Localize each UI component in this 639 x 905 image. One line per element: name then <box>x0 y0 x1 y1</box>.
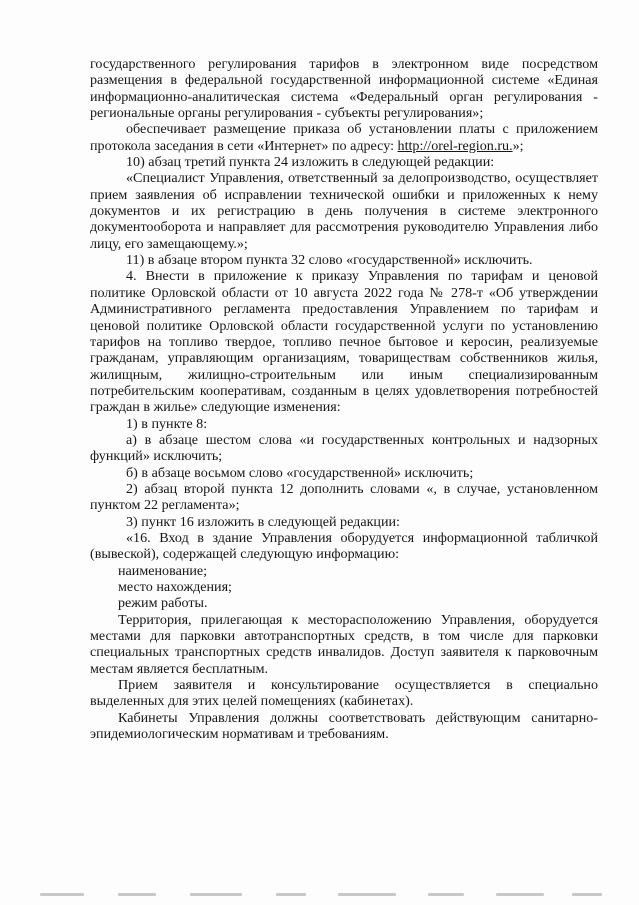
list-item-location: место нахождения; <box>118 579 232 595</box>
paragraph-subitem-b: б) в абзаце восьмом слово «государственной» исключить; <box>126 464 474 481</box>
scan-artifact <box>428 893 464 896</box>
paragraph-reception: Прием заявителя и консультирование осуществляется в специально выделенных для этих целей помещениях (кабинетах). <box>90 677 598 710</box>
paragraph-item-3: 3) пункт 16 изложить в следующей редакции: <box>126 513 400 530</box>
scan-artifact <box>40 893 84 896</box>
paragraph-subitem-a: а) в абзаце шестом слова «и государственных контрольных и надзорных функций» исключить; <box>90 431 598 465</box>
paragraph-item-10: 10) абзац третий пункта 24 изложить в следующей редакции: <box>126 154 495 171</box>
paragraph-publish-order-tail: »; <box>512 137 524 154</box>
orel-region-link[interactable]: http://orel-region.ru. <box>397 137 513 154</box>
scan-artifact <box>496 893 544 896</box>
paragraph-cabinets: Кабинеты Управления должны соответствовать действующим санитарно-эпидемиологическим нормативам и требованиям. <box>90 709 598 743</box>
paragraph-item-11: 11) в абзаце втором пункта 32 слово «государственной» исключить. <box>126 252 533 269</box>
scan-artifact <box>572 893 602 896</box>
paragraph-parking: Территория, прилегающая к месторасположению Управления, оборудуется местами для парковки автотранспортных средств, в том числе для парковки специальных транспортных средств инвалидов. Доступ заявителя к парковочным местам является бесплатным. <box>90 611 598 677</box>
scan-artifact <box>190 893 242 896</box>
scan-artifact <box>276 893 306 896</box>
paragraph-publish-order-text: обеспечивает размещение приказа об установлении платы с приложением протокола заседания в сети «Интернет» по адресу: <box>90 121 598 154</box>
list-item-name: наименование; <box>118 562 208 579</box>
list-item-working-hours: режим работы. <box>118 595 208 612</box>
paragraph-item-1: 1) в пункте 8: <box>126 415 208 432</box>
paragraph-regulation-info-system: государственного регулирования тарифов в электронном виде посредством размещения в федеральной государственной информационной системе «Единая информационно-аналитическая система «Федеральный орган регулирования - региональные органы регулирования - субъекты регулирования»; <box>90 56 598 122</box>
document-body <box>90 56 598 742</box>
scan-bottom-edge <box>0 886 639 905</box>
scan-artifact <box>118 893 156 896</box>
scan-artifact <box>338 893 396 896</box>
paragraph-section-4: 4. Внести в приложение к приказу Управления по тарифам и ценовой политике Орловской области от 10 августа 2022 года № 278-т «Об утверждении Административного регламента предоставления Управлением по тарифам и ценовой политике Орловской области государственной услуги по установлению тарифов на топливо твердое, топливо печное бытовое и керосин, реализуемые гражданам, управляющим организациям, товариществам собственников жилья, жилищным, жилищно-строительным или иным специализированным потребительским кооперативам, созданным в целях удовлетворения потребностей граждан в жилье» следующие изменения: <box>90 268 598 416</box>
paragraph-specialist-quote: «Специалист Управления, ответственный за делопроизводство, осуществляет прием заявления об исправлении технической ошибки и приложенных к нему документов и их регистрацию в день получения в системе электронного документооборота и направляет для рассмотрения руководителю Управления либо лицу, его замещающему.»; <box>90 170 598 252</box>
paragraph-publish-order <box>90 121 598 154</box>
paragraph-item-2: 2) абзац второй пункта 12 дополнить словами «, в случае, установленном пунктом 22 регламента»; <box>90 480 598 514</box>
paragraph-item-16-quote: «16. Вход в здание Управления оборудуется информационной табличкой (вывеской), содержащей следующую информацию: <box>90 529 598 563</box>
